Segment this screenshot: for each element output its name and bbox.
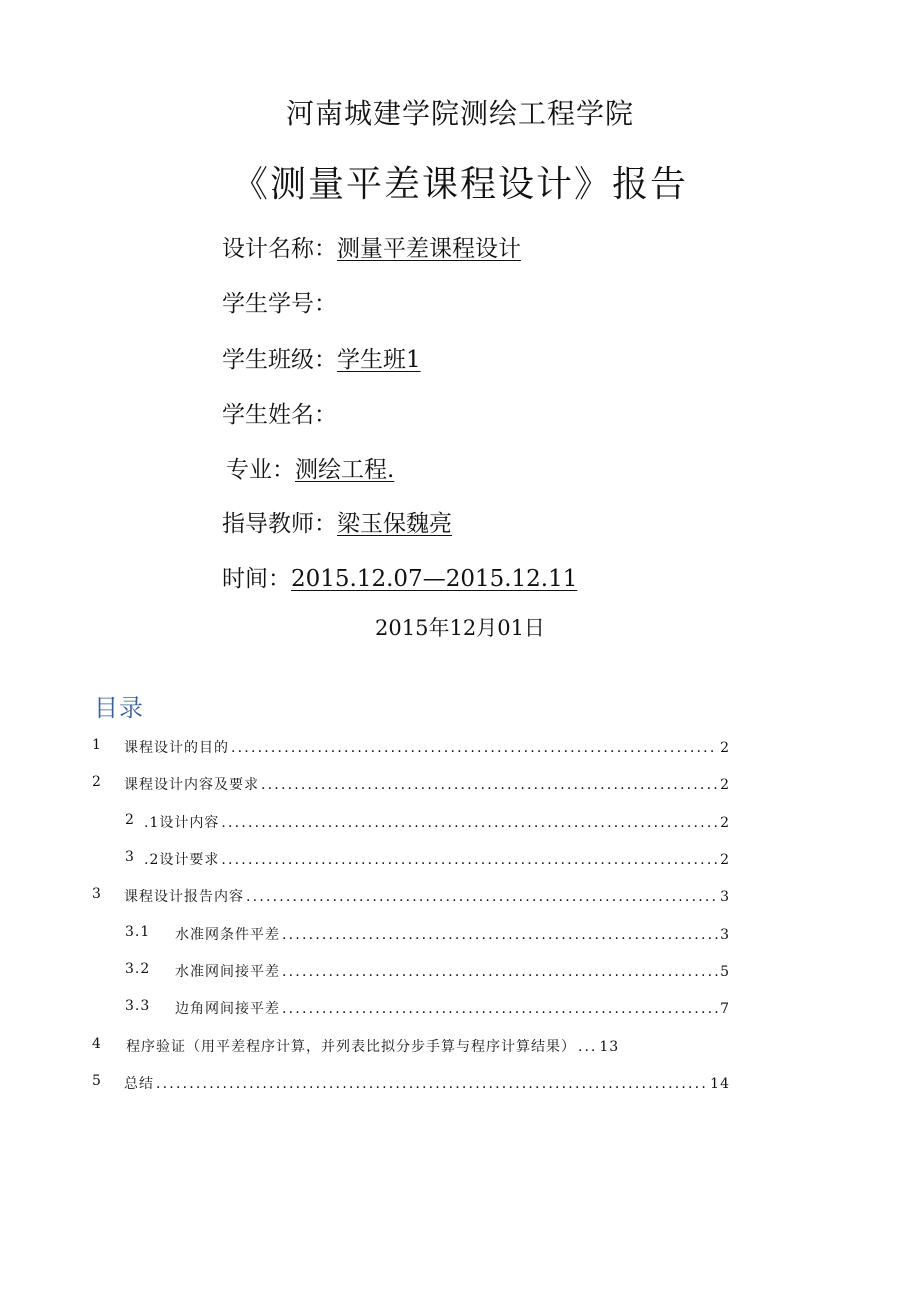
toc-entry-page: 3 bbox=[720, 889, 730, 905]
toc-entry[interactable] bbox=[0, 849, 920, 871]
toc-entry-page: 13 bbox=[599, 1039, 620, 1055]
toc-leader-dots bbox=[231, 740, 718, 756]
toc-entry[interactable] bbox=[0, 737, 920, 759]
toc-entry-title: .2设计要求 bbox=[144, 852, 220, 868]
toc-leader-dots bbox=[221, 852, 718, 868]
toc-entry-number: 4 bbox=[92, 1036, 102, 1052]
toc-heading: 目录 bbox=[94, 694, 144, 722]
toc-entry-title: 课程设计报告内容 bbox=[124, 889, 244, 905]
toc-entry-title: 程序验证（用平差程序计算，并列表比拟分步手算与程序计算结果） bbox=[126, 1039, 576, 1055]
toc-leader-dots bbox=[282, 964, 718, 980]
field-value: 测绘工程. bbox=[295, 457, 395, 483]
toc-leader-dots bbox=[282, 1001, 718, 1017]
toc-entry-page: 7 bbox=[720, 1001, 730, 1017]
toc-entry-number: 3 bbox=[125, 849, 135, 865]
field-value: 梁玉保魏亮 bbox=[337, 511, 452, 537]
field-advisor bbox=[222, 505, 452, 538]
toc-entry[interactable] bbox=[0, 812, 920, 834]
field-student-id bbox=[222, 285, 337, 318]
field-label: 学生学号： bbox=[222, 291, 337, 317]
toc-entry-number: 3 bbox=[92, 886, 102, 902]
field-value: 2015.12.07—2015.12.11 bbox=[291, 566, 578, 592]
report-date: 2015年12月01日 bbox=[375, 616, 545, 640]
toc-entry[interactable] bbox=[0, 998, 920, 1020]
field-label: 设计名称： bbox=[222, 236, 337, 262]
field-label: 专业： bbox=[226, 457, 295, 483]
toc-entry-title: 课程设计的目的 bbox=[124, 740, 229, 756]
toc-entry-title: 水准网条件平差 bbox=[175, 927, 280, 943]
toc-entry-number: 1 bbox=[92, 737, 102, 753]
toc-entry-page: 2 bbox=[720, 815, 730, 831]
toc-entry-number: 3.3 bbox=[125, 998, 151, 1014]
toc-entry-page: 2 bbox=[720, 777, 730, 793]
toc-entry[interactable] bbox=[0, 924, 920, 946]
field-major bbox=[226, 451, 394, 484]
field-student-class bbox=[222, 341, 421, 374]
institution-title: 河南城建学院测绘工程学院 bbox=[285, 97, 634, 130]
toc-entry-page: 2 bbox=[720, 740, 730, 756]
toc-leader-dots bbox=[221, 815, 718, 831]
field-label: 时间： bbox=[222, 566, 291, 592]
toc-entry-page: 14 bbox=[710, 1076, 730, 1092]
toc-entry-number: 3.1 bbox=[125, 924, 151, 940]
toc-entry-number: 5 bbox=[92, 1073, 102, 1089]
field-label: 指导教师： bbox=[222, 511, 337, 537]
toc-entry[interactable] bbox=[0, 961, 920, 983]
toc-leader-dots bbox=[156, 1076, 708, 1092]
toc-entry-number: 2 bbox=[92, 774, 102, 790]
toc-entry-title: 边角网间接平差 bbox=[175, 1001, 280, 1017]
field-value: 学生班1 bbox=[337, 347, 421, 373]
field-period bbox=[222, 560, 577, 593]
toc-entry-number: 2 bbox=[125, 812, 135, 828]
toc-entry-title: .1设计内容 bbox=[144, 815, 220, 831]
field-label: 学生姓名： bbox=[222, 402, 337, 428]
toc-entry[interactable] bbox=[0, 1073, 920, 1095]
toc-entry-title: 水准网间接平差 bbox=[175, 964, 280, 980]
report-title: 《测量平差课程设计》报告 bbox=[231, 164, 688, 205]
toc-leader-dots bbox=[246, 889, 718, 905]
toc-entry-number: 3.2 bbox=[125, 961, 151, 977]
toc-entry-title: 总结 bbox=[124, 1076, 154, 1092]
toc-entry[interactable] bbox=[0, 1036, 920, 1058]
field-label: 学生班级： bbox=[222, 347, 337, 373]
toc-entry-page: 5 bbox=[720, 964, 730, 980]
field-student-name bbox=[222, 396, 337, 429]
toc-entry-page: 3 bbox=[720, 927, 730, 943]
toc-entry[interactable] bbox=[0, 886, 920, 908]
toc-entry-title: 课程设计内容及要求 bbox=[124, 777, 259, 793]
toc-leader-dots bbox=[261, 777, 718, 793]
field-design-name bbox=[222, 230, 521, 263]
toc-entry[interactable] bbox=[0, 774, 920, 796]
toc-leader-dots bbox=[282, 927, 718, 943]
toc-leader-dots: ... bbox=[578, 1039, 598, 1055]
field-value: 测量平差课程设计 bbox=[337, 236, 521, 262]
toc-entry-page: 2 bbox=[720, 852, 730, 868]
